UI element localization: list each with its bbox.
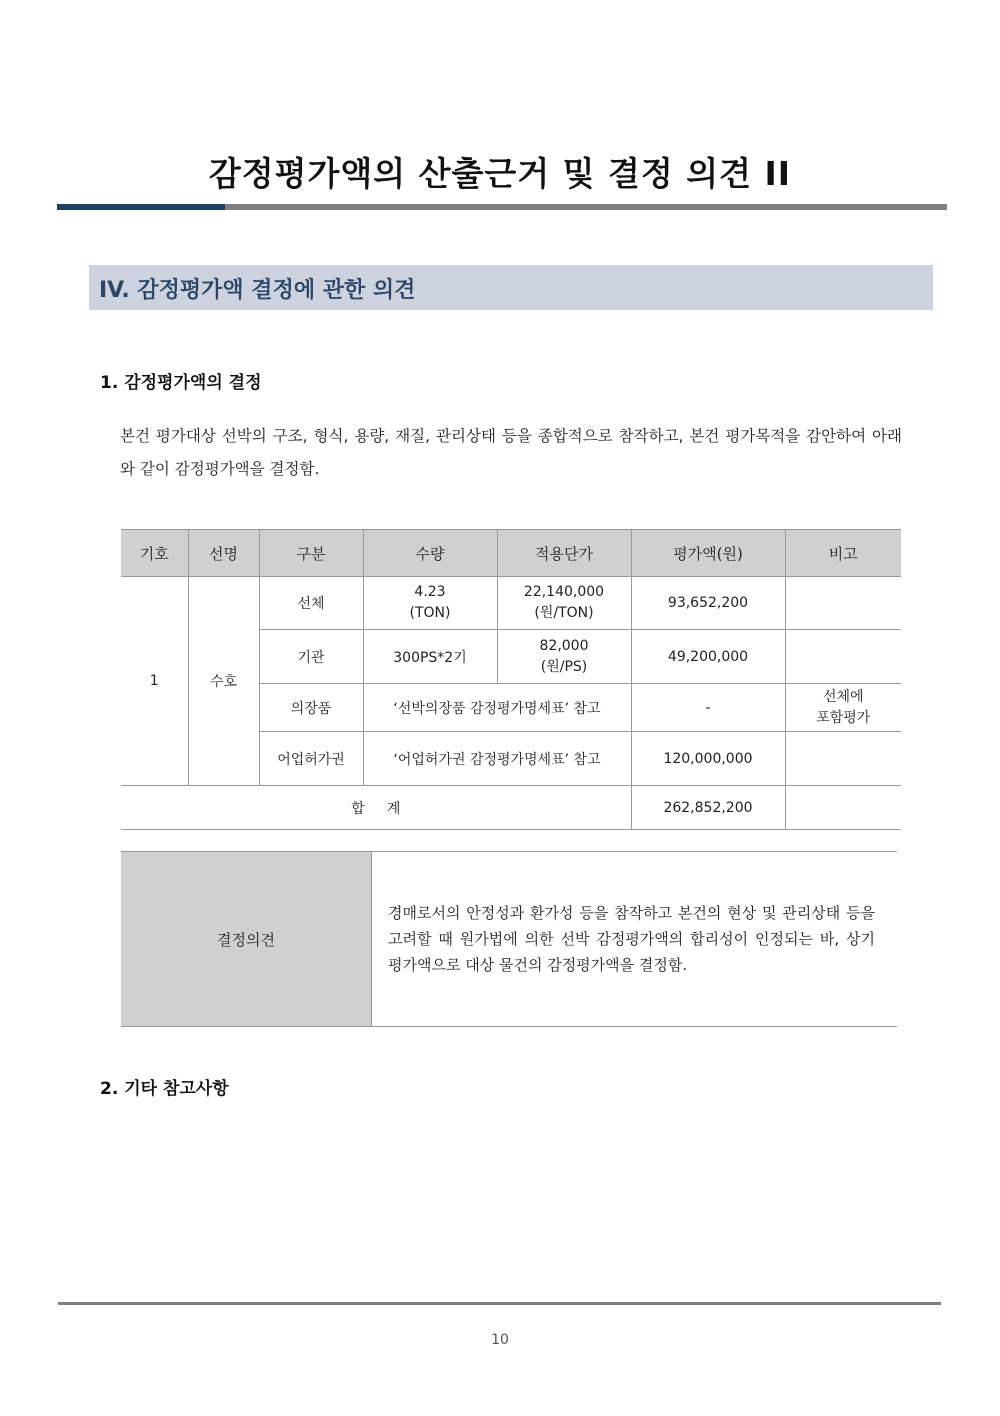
subsection-heading-1: 1. 감정평가액의 결정	[100, 373, 262, 393]
opinion-table	[121, 851, 897, 1027]
cell-category: 선체	[259, 577, 363, 630]
section-heading: IV. 감정평가액 결정에 관한 의견	[99, 278, 416, 303]
cell-note-line-2: 포함평가	[816, 709, 871, 726]
cell-quantity-unit: (TON)	[409, 605, 451, 621]
cell-category: 의장품	[259, 684, 363, 732]
header-symbol: 기호	[121, 530, 188, 577]
cell-note	[785, 684, 901, 732]
cell-category: 기관	[259, 630, 363, 684]
cell-note	[785, 577, 901, 630]
opinion-text: 경매로서의 안정성과 환가성 등을 참작하고 본건의 현상 및 관리상태 등을 고려할 때 원가법에 의한 선박 감정평가액의 합리성이 인정되는 바, 상기 평가액으로 대상 물건의 감정평가액을 결정함.	[372, 852, 898, 1027]
cell-category: 어업허가권	[259, 732, 363, 786]
opinion-label: 결정의견	[121, 852, 372, 1027]
cell-note	[785, 630, 901, 684]
subsection-heading-2: 2. 기타 참고사항	[100, 1079, 229, 1099]
footer-divider	[58, 1302, 941, 1305]
cell-quantity: 300PS*2기	[363, 630, 497, 684]
header-note: 비고	[785, 530, 901, 577]
cell-total-note	[785, 786, 901, 830]
cell-unit-price-unit: (원/PS)	[540, 658, 588, 675]
title-divider	[57, 204, 947, 210]
cell-unit-price-value: 22,140,000	[523, 584, 605, 600]
header-quantity: 수량	[363, 530, 497, 577]
cell-amount: 49,200,000	[631, 630, 785, 684]
header-amount: 평가액(원)	[631, 530, 785, 577]
cell-unit-price	[497, 577, 631, 630]
cell-reference: ‘선박의장품 감정평가명세표’ 참고	[363, 684, 631, 732]
cell-note	[785, 732, 901, 786]
cell-amount: 93,652,200	[631, 577, 785, 630]
header-category: 구분	[259, 530, 363, 577]
cell-symbol: 1	[121, 577, 188, 786]
section-heading-bar	[89, 265, 933, 310]
valuation-table	[121, 529, 901, 830]
cell-total-amount: 262,852,200	[631, 786, 785, 830]
header-unit-price: 적용단가	[497, 530, 631, 577]
cell-quantity-value: 4.23	[414, 584, 446, 600]
page-number: 10	[491, 1332, 509, 1348]
cell-unit-price-value: 82,000	[539, 637, 589, 654]
opinion-row	[121, 852, 897, 1027]
cell-amount: 120,000,000	[631, 732, 785, 786]
subsection-paragraph: 본건 평가대상 선박의 구조, 형식, 용량, 재질, 관리상태 등을 종합적으로 참작하고, 본건 평가목적을 감안하여 아래와 같이 감정평가액을 결정함.	[120, 427, 902, 478]
cell-note-line-1: 선체에	[822, 688, 864, 705]
cell-amount: -	[631, 684, 785, 732]
cell-total-label: 합 계	[121, 786, 631, 830]
cell-unit-price	[497, 630, 631, 684]
header-ship-name: 선명	[188, 530, 259, 577]
table-total-row	[121, 786, 901, 830]
cell-quantity	[363, 577, 497, 630]
cell-unit-price-unit: (원/TON)	[534, 605, 594, 621]
page-title: 감정평가액의 산출근거 및 결정 의견 II	[208, 154, 792, 193]
cell-reference: ‘어업허가권 감정평가명세표’ 참고	[363, 732, 631, 786]
table-row	[121, 577, 901, 630]
table-header-row	[121, 530, 901, 577]
title-divider-accent	[57, 204, 225, 210]
cell-ship-name: 수호	[188, 577, 259, 786]
